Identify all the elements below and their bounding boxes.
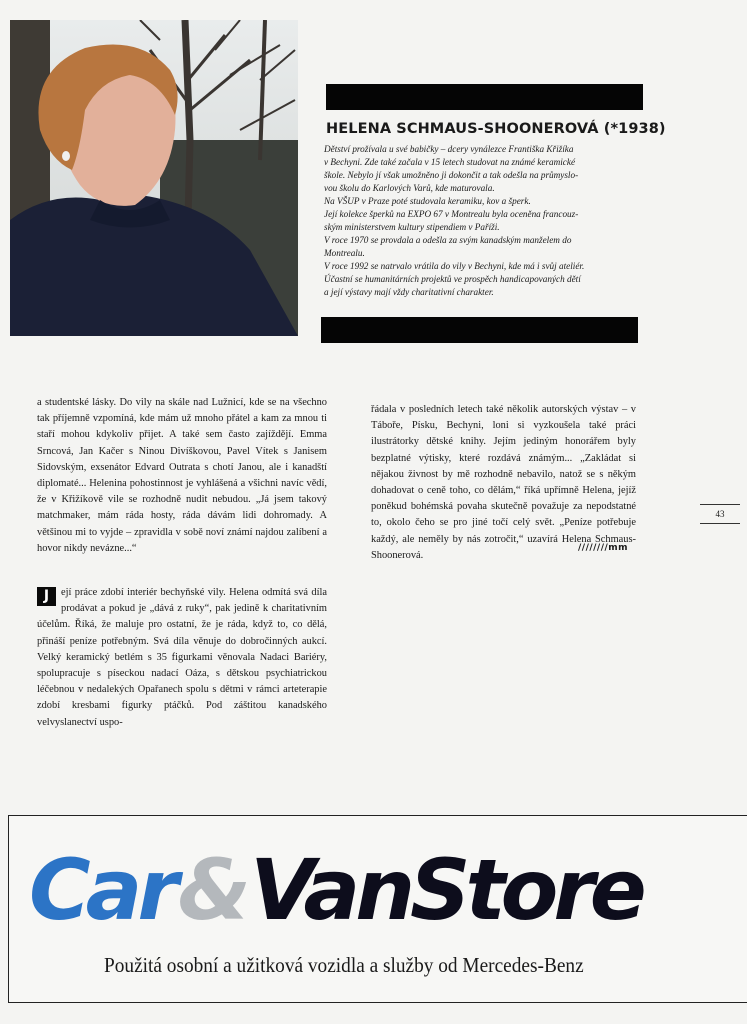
article-paragraph: řádala v posledních letech také několik autorských výstav – v Táboře, Písku, Bechyni, loni si vyzkoušela také práci ilustrátorky dětské knihy. Jejím jediným honorářem byly bezplatné výtisky, které rozdává známým... „Zakládat si nějakou živnost by mě rozhodně nebavilo, natož se s někým dohadovat o ceně toho, co dělám,“ říká upřímně Helena, jejíž poněkud bohémská povaha skutečně považuje za nepodstatné to, okolo čeho se pro jiné točí celý svět. „Peníze potřebuje každý, ale neměly by nás zotročit,“ uzavírá Helena Schmaus-Shoonerová. [371, 404, 636, 561]
article-column-3 [37, 585, 327, 731]
bio-line: Montrealu. [324, 248, 365, 258]
bio-line: škole. Nebylo jí však umožněno ji dokončit a tak odešla na průmyslo- [324, 170, 579, 180]
ad-tagline: Použitá osobní a užitková vozidla a služby od Mercedes-Benz [104, 953, 584, 977]
advertisement-box [8, 815, 747, 1003]
bio-line: Na VŠUP v Praze poté studovala keramiku, kov a šperk. [324, 196, 531, 206]
bio-title: HELENA SCHMAUS-SHOONEROVÁ (*1938) [326, 121, 666, 137]
drop-cap: J [37, 587, 56, 606]
bio-line: Její kolekce šperků na EXPO 67 v Montrealu byla oceněna francouz- [324, 209, 579, 219]
article-paragraph: a studentské lásky. Do vily na skále nad Lužnicí, kde se na všechno tak příjemně vzpomíná, kde mám už mnoho přátel a kam za mnou ti staří mohou kdykoliv přijet. A také sem často zajíždějí. Emma Srncová, Jan Kačer s Ninou Divíškovou, Pavel Vítek s Janisem Sidovským, exsenátor Edvard Outrata s chotí Janou, ale i kanadští diplomaté... Helenina pohostinnost je vyhlášená a všichni navíc vědí, že v Křižíkově vile se rozhodně nudit nebudou. „Já jsem takový matchmaker, mám ráda hosty, ráda dávám lidi dohromady. A většinou mi to vyjde – zpravidla v sobě noví známí najdou zalíbení a hovor nikdy nevázne...“ [37, 397, 327, 554]
bio-line: vou školu do Karlových Varů, kde maturovala. [324, 183, 495, 193]
article-column-1 [37, 395, 327, 557]
black-bar-top [326, 84, 643, 110]
car-van-store-logo [29, 840, 642, 940]
portrait-photo [10, 20, 298, 336]
bio-line: Dětství prožívala u své babičky – dcery vynálezce Františka Křižíka [324, 144, 574, 154]
bio-line: v Bechyni. Zde také začala v 15 letech studovat na známé keramické [324, 157, 576, 167]
article-paragraph-text: ejí práce zdobí interiér bechyňské vily. Helena odmítá svá díla prodávat a pokud je „dává z ruky“, pak jedině k charitativním účelům. Říká, že maluje pro ostatní, že je ráda, když to, co dělá, přináší peníze potřebným. Svá díla věnuje do dobročinných aukcí. Velký keramický betlém s 35 figurkami věnovala Nadaci Bariéry, spolupracuje s píseckou nadací Oáza, s dětskou psychiatrickou léčebnou v nedalekých Opařanech spolu s dětmi v rámci arteterapie zdobí kresbami figurky ptáčků. Pod záštitou kanadského velvyslanectví uspo- [37, 587, 327, 728]
logo-car: Car [29, 841, 174, 939]
logo-ampersand: & [177, 841, 247, 939]
bio-line: Účastní se humanitárních projektů ve prospěch handicapovaných dětí [324, 274, 581, 284]
bio-line: ským ministerstvem kultury stipendiem v Paříži. [324, 222, 500, 232]
article-paragraph [37, 585, 327, 731]
article-column-2 [371, 402, 636, 564]
bio-text [324, 143, 642, 299]
bio-line: V roce 1970 se provdala a odešla za svým kanadským manželem do [324, 235, 572, 245]
author-signature: ////////mm [578, 543, 629, 553]
page-number: 43 [700, 504, 740, 524]
logo-vanstore: VanStore [250, 841, 642, 939]
bio-line: V roce 1992 se natrvalo vrátila do vily v Bechyni, kde má i svůj ateliér. [324, 261, 585, 271]
black-bar-bottom [321, 317, 638, 343]
bio-line: a její výstavy mají vždy charitativní charakter. [324, 287, 494, 297]
